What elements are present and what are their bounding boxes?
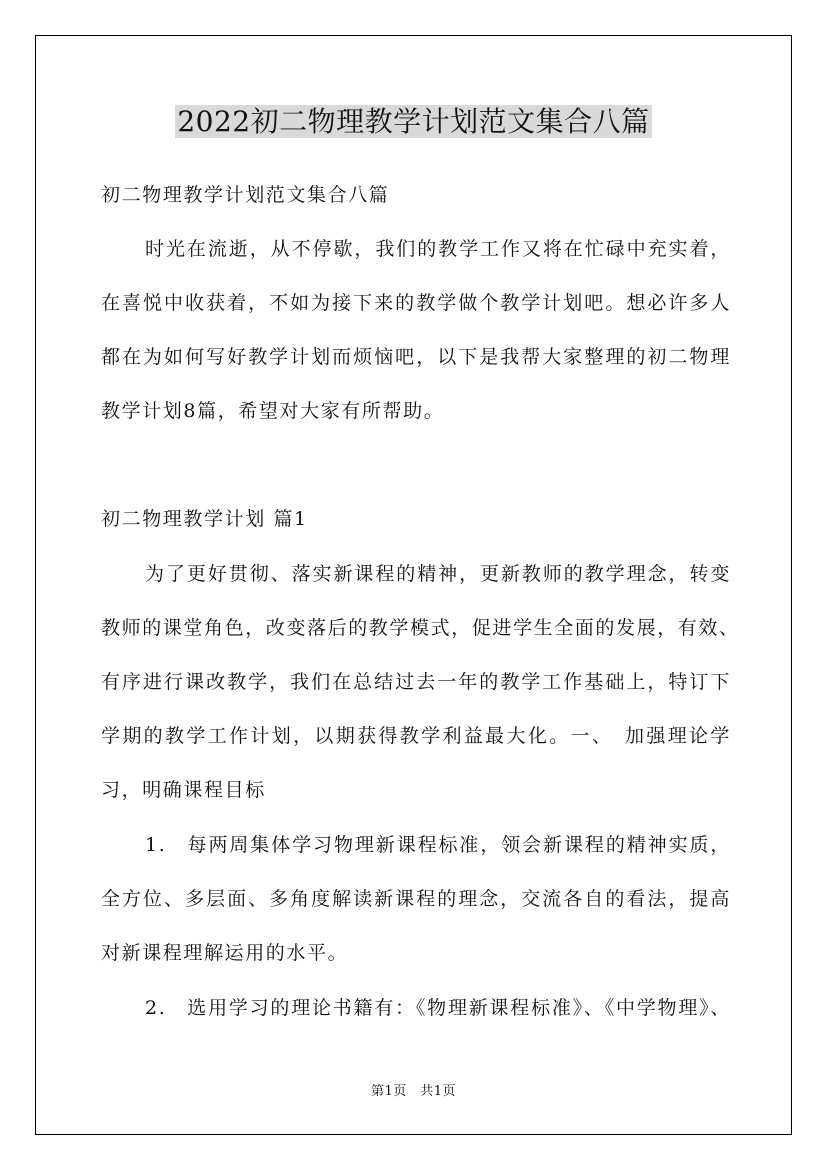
page-footer: 第1页 共1页 (370, 1084, 457, 1099)
item1-line-2: 全方位、多层面、多角度解读新课程的理念，交流各自的看法，提高 (101, 888, 731, 910)
section-para-line-2: 教师的课堂角色，改变落后的教学模式，促进学生全面的发展，有效、 (101, 617, 740, 639)
section-para-line-5: 习，明确课程目标 (101, 779, 266, 801)
item2-line-1: 2. 选用学习的理论书籍有：《物理新课程标准》、《中学物理》、 (145, 997, 731, 1019)
intro-line-4: 教学计划8篇，希望对大家有所帮助。 (101, 400, 445, 422)
document-subtitle: 初二物理教学计划范文集合八篇 (101, 184, 390, 206)
item1-line-3: 对新课程理解运用的水平。 (101, 942, 349, 964)
section-para-line-4: 学期的教学工作计划，以期获得教学利益最大化。一、 加强理论学 (101, 725, 731, 747)
section-para-line-3: 有序进行课改教学，我们在总结过去一年的教学工作基础上，特订下 (101, 671, 731, 693)
document-title-text: 2022初二物理教学计划范文集合八篇 (177, 105, 650, 138)
intro-line-2: 在喜悦中收获着，不如为接下来的教学做个教学计划吧。想必许多人 (101, 292, 731, 314)
item1-line-1: 1. 每两周集体学习物理新课程标准，领会新课程的精神实质， (145, 834, 731, 856)
section-para-line-1: 为了更好贯彻、落实新课程的精神，更新教师的教学理念，转变 (145, 563, 731, 585)
intro-line-3: 都在为如何写好教学计划而烦恼吧，以下是我帮大家整理的初二物理 (101, 346, 731, 368)
section-heading: 初二物理教学计划 篇1 (101, 508, 308, 530)
document-title (0, 100, 827, 144)
intro-line-1: 时光在流逝，从不停歇，我们的教学工作又将在忙碌中充实着， (145, 238, 731, 260)
